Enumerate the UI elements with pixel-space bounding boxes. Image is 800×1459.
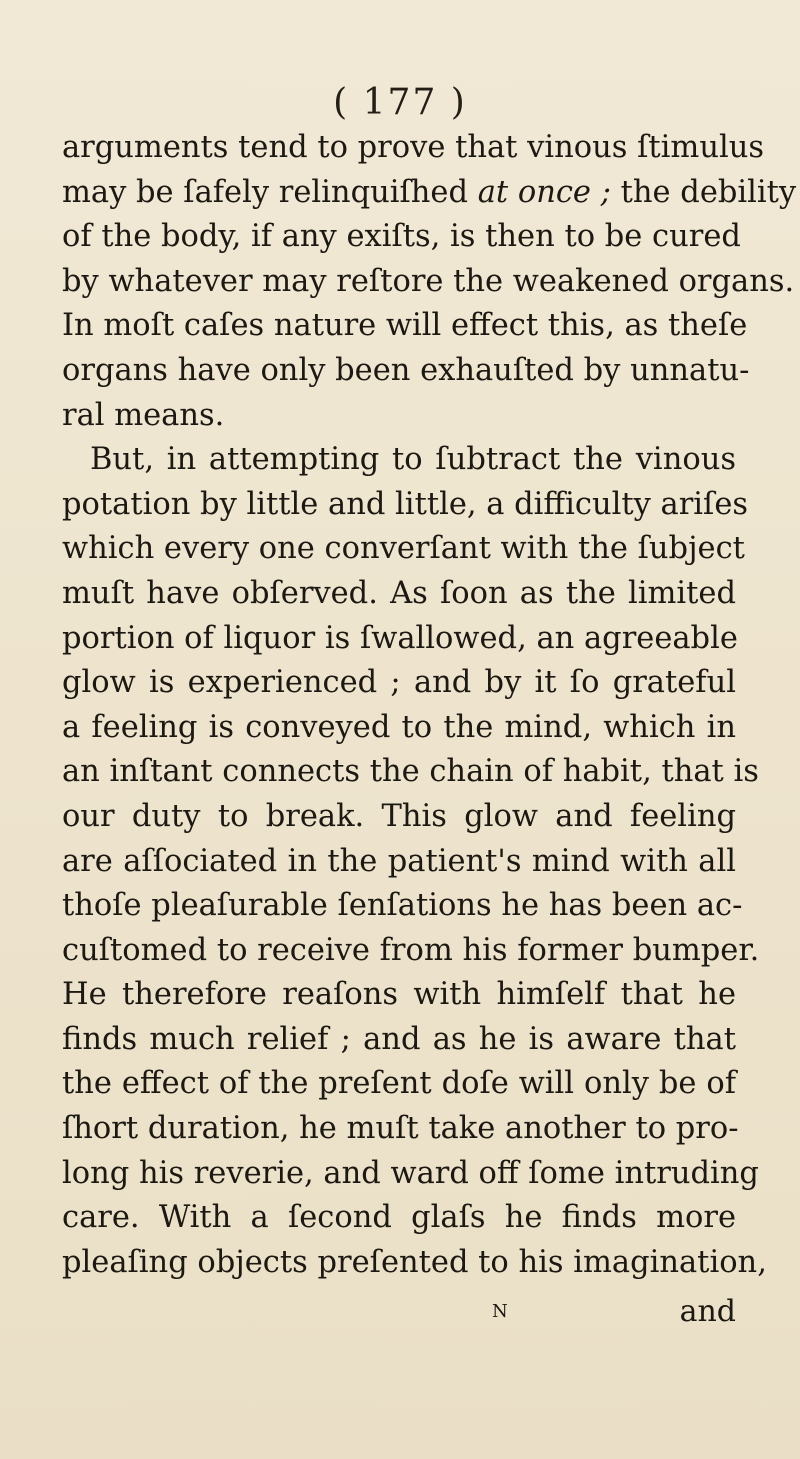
text-line: thoſe pleaſurable ſenſations he has been ac- xyxy=(62,888,743,924)
text-line: arguments tend to prove that vinous ſtimulus xyxy=(62,130,765,165)
text-line: an inſtant connects the chain of habit, that is xyxy=(62,754,759,790)
body-text xyxy=(62,126,797,1285)
text-line: cuſtomed to receive from his former bumper. xyxy=(62,932,760,968)
text-line: a feeling is conveyed to the mind, which in xyxy=(62,709,736,745)
text-line: organs have only been exhauſted by unnatu- xyxy=(62,352,750,388)
text-line: finds much relief ; and as he is aware that xyxy=(62,1021,736,1057)
text-line: the effect of the preſent doſe will only be of xyxy=(62,1066,736,1102)
catchword: and xyxy=(679,1294,736,1329)
text-line: muſt have obſerved. As ſoon as the limited xyxy=(62,575,736,611)
text-line: portion of liquor is ſwallowed, an agreeable xyxy=(62,620,738,656)
text-line: which every one converſant with the ſubject xyxy=(62,531,745,567)
text-segment: may be ſafely relinquiſhed xyxy=(62,174,478,210)
italic-phrase: at once ; xyxy=(477,174,611,210)
text-line: of the body, if any exiſts, is then to be cured xyxy=(62,219,741,255)
page-number: ( 177 ) xyxy=(333,82,467,123)
text-line: ral means. xyxy=(62,397,225,433)
text-line: In moſt caſes nature will effect this, as theſe xyxy=(62,308,748,344)
text-line: care. With a ſecond glaſs he finds more xyxy=(62,1200,736,1236)
text-line: He therefore reaſons with himſelf that he xyxy=(62,977,736,1013)
text-line: pleaſing objects preſented to his imagination, xyxy=(62,1244,767,1280)
text-line: ſhort duration, he muſt take another to pro- xyxy=(62,1111,739,1147)
text-line: long his reverie, and ward off ſome intruding xyxy=(62,1155,759,1191)
text-line: are aſſociated in the patient's mind with all xyxy=(62,843,736,879)
text-line: potation by little and little, a difficulty ariſes xyxy=(62,486,749,522)
text-line xyxy=(62,171,797,216)
text-line: But, in attempting to ſubtract the vinous xyxy=(90,442,736,478)
page-footer xyxy=(62,1290,736,1334)
text-line: by whatever may reſtore the weakened organs. xyxy=(62,263,795,299)
text-line: our duty to break. This glow and feeling xyxy=(62,798,736,834)
text-line: glow is experienced ; and by it ſo grateful xyxy=(62,665,736,701)
text-segment: the debility xyxy=(610,174,797,210)
signature-mark: N xyxy=(492,1301,509,1322)
